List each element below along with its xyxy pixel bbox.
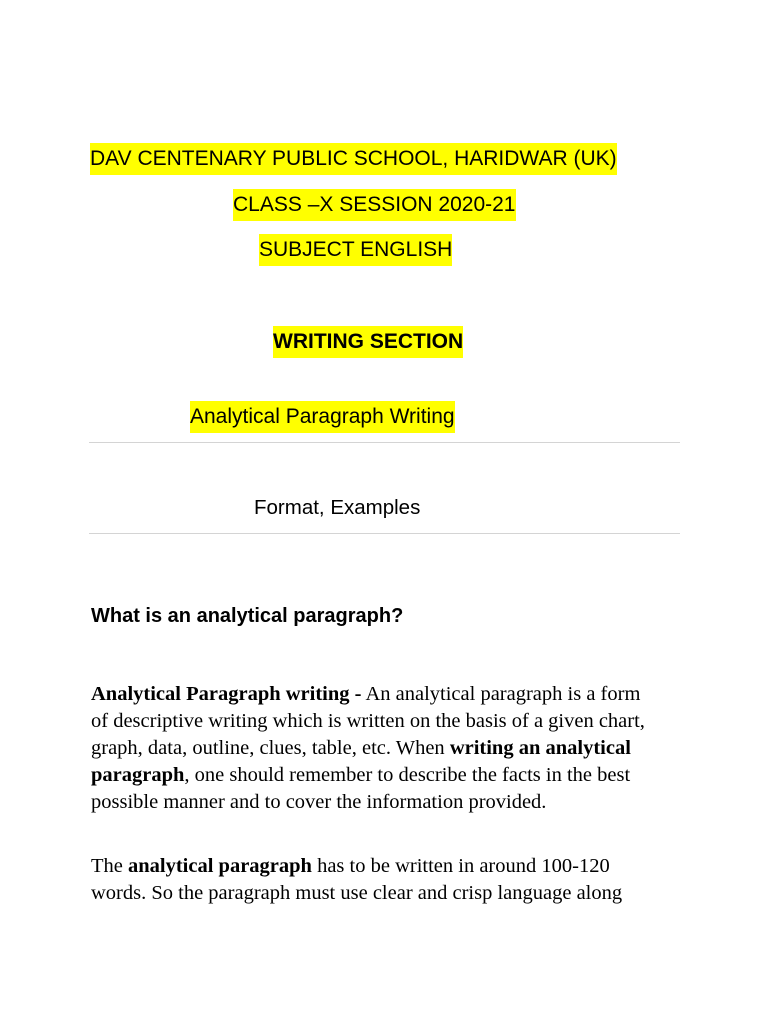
paragraph-2-start: The [91, 855, 128, 877]
class-session: CLASS –X SESSION 2020-21 [233, 189, 516, 221]
question-heading: What is an analytical paragraph? [91, 605, 404, 627]
paragraph-1 [91, 681, 661, 816]
divider-top [89, 442, 680, 443]
paragraph-2-end: has to be written in around 100-120 words. So the paragraph must use clear and crisp language along [91, 855, 623, 904]
paragraph-1-text-2: , one should remember to describe the facts in the best possible manner and to cover the information provided. [91, 764, 631, 813]
paragraph-2 [91, 853, 661, 907]
school-name: DAV CENTENARY PUBLIC SCHOOL, HARIDWAR (UK) [90, 143, 617, 175]
subject-line: SUBJECT ENGLISH [259, 234, 452, 266]
paragraph-1-bold-phrase: writing an analytical paragraph [91, 737, 631, 786]
paragraph-1-text-1: An analytical paragraph is a form of descriptive writing which is written on the basis of a given chart, graph, data, outline, clues, table, etc. When [91, 683, 645, 759]
subtitle: Format, Examples [254, 496, 421, 519]
paragraph-2-bold: analytical paragraph [128, 855, 312, 877]
topic-heading: Analytical Paragraph Writing [190, 401, 455, 433]
section-heading: WRITING SECTION [273, 326, 463, 358]
divider-bottom [89, 533, 680, 534]
paragraph-1-lead: Analytical Paragraph writing - [91, 683, 362, 705]
